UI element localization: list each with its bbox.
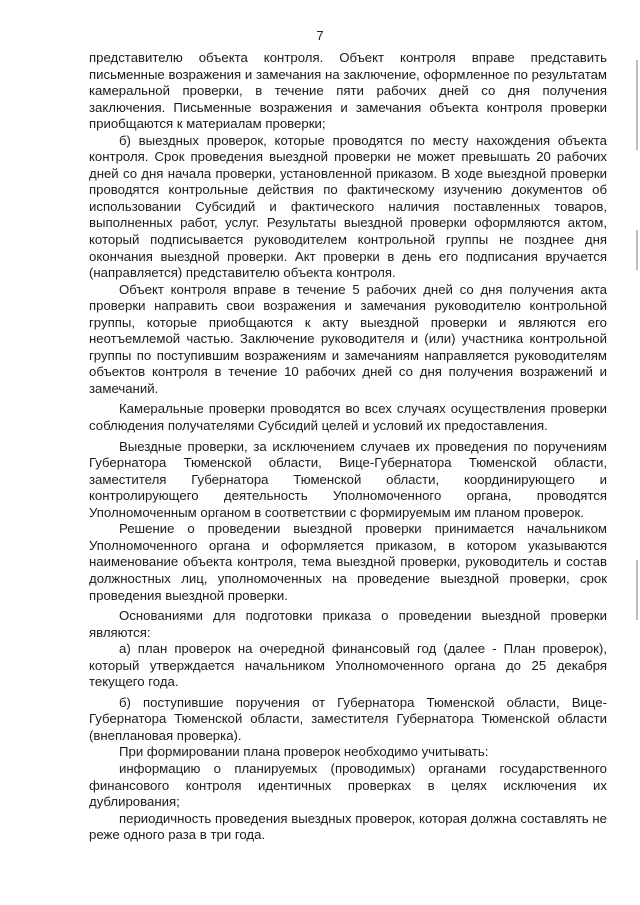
paragraph: б) поступившие поручения от Губернатора Тюменской области, Вице-Губернатора Тюменской области, заместителя Губернатора Тюменской области (внеплановая проверка). bbox=[89, 694, 607, 743]
paragraph: информацию о планируемых (проводимых) органами государственного финансового контроля идентичных проверках в целях исключения их дублирования; bbox=[89, 760, 607, 810]
page-number: 7 bbox=[316, 28, 324, 43]
paragraph: периодичность проведения выездных проверок, которая должна составлять не реже одного раза в три года. bbox=[89, 810, 607, 843]
scan-edge-mark bbox=[636, 560, 638, 620]
scan-edge-mark bbox=[636, 60, 638, 150]
document-body bbox=[89, 50, 607, 844]
paragraph: Решение о проведении выездной проверки принимается начальником Уполномоченного органа и оформляется приказом, в котором указываются наименование объекта контроля, тема выездной проверки, руководитель и состав должностных лиц, уполномоченных на проведение выездной проверки, срок проведения выездной проверки. bbox=[89, 521, 607, 603]
paragraph: Основаниями для подготовки приказа о проведении выездной проверки являются: bbox=[89, 608, 607, 640]
scan-edge-mark bbox=[636, 230, 638, 270]
paragraph: представителю объекта контроля. Объект контроля вправе представить письменные возражения и замечания на заключение, оформленное по результатам камеральной проверки, в течение пяти рабочих дней со дня получения заключения. Письменные возражения и замечания объекта контроля проверки приобщаются к материалам проверки; bbox=[89, 50, 607, 132]
paragraph: Камеральные проверки проводятся во всех случаях осуществления проверки соблюдения получателями Субсидий целей и условий их предоставления. bbox=[89, 401, 607, 434]
paragraph: Выездные проверки, за исключением случаев их проведения по поручениям Губернатора Тюменской области, Вице-Губернатора Тюменской области, заместителя Губернатора Тюменской области, координирующего и контролирующего деятельность Уполномоченного органа, проводятся Уполномоченным органом в соответствии с формируемым им планом проверок. bbox=[89, 438, 607, 520]
paragraph: а) план проверок на очередной финансовый год (далее - План проверок), который утверждается начальником Уполномоченного органа до 25 декабря текущего года. bbox=[89, 641, 607, 690]
paragraph: При формировании плана проверок необходимо учитывать: bbox=[119, 744, 489, 760]
paragraph: Объект контроля вправе в течение 5 рабочих дней со дня получения акта проверки направить свои возражения и замечания руководителю контрольной группы, которые приобщаются к акту выездной проверки и являются его неотъемлемой частью. Заключение руководителя и (или) участника контрольной группы по поступившим возражениям и замечаниям направляется руководителям объектов контроля в течение 10 рабочих дней со дня получения возражений и замечаний. bbox=[89, 281, 607, 396]
paragraph: б) выездных проверок, которые проводятся по месту нахождения объекта контроля. Срок проведения выездной проверки не может превышать 20 рабочих дней со дня начала проверки, установленной приказом. В ходе выездной проверки проводятся контрольные действия по фактическому изучению документов об использовании Субсидий и фактического наличия поставленных товаров, выполненных работ, услуг. Результаты выездной проверки оформляются актом, который подписывается руководителем контрольной группы не позднее дня окончания выездной проверки. Акт проверки в день его подписания вручается (направляется) представителю объекта контроля. bbox=[89, 132, 607, 281]
